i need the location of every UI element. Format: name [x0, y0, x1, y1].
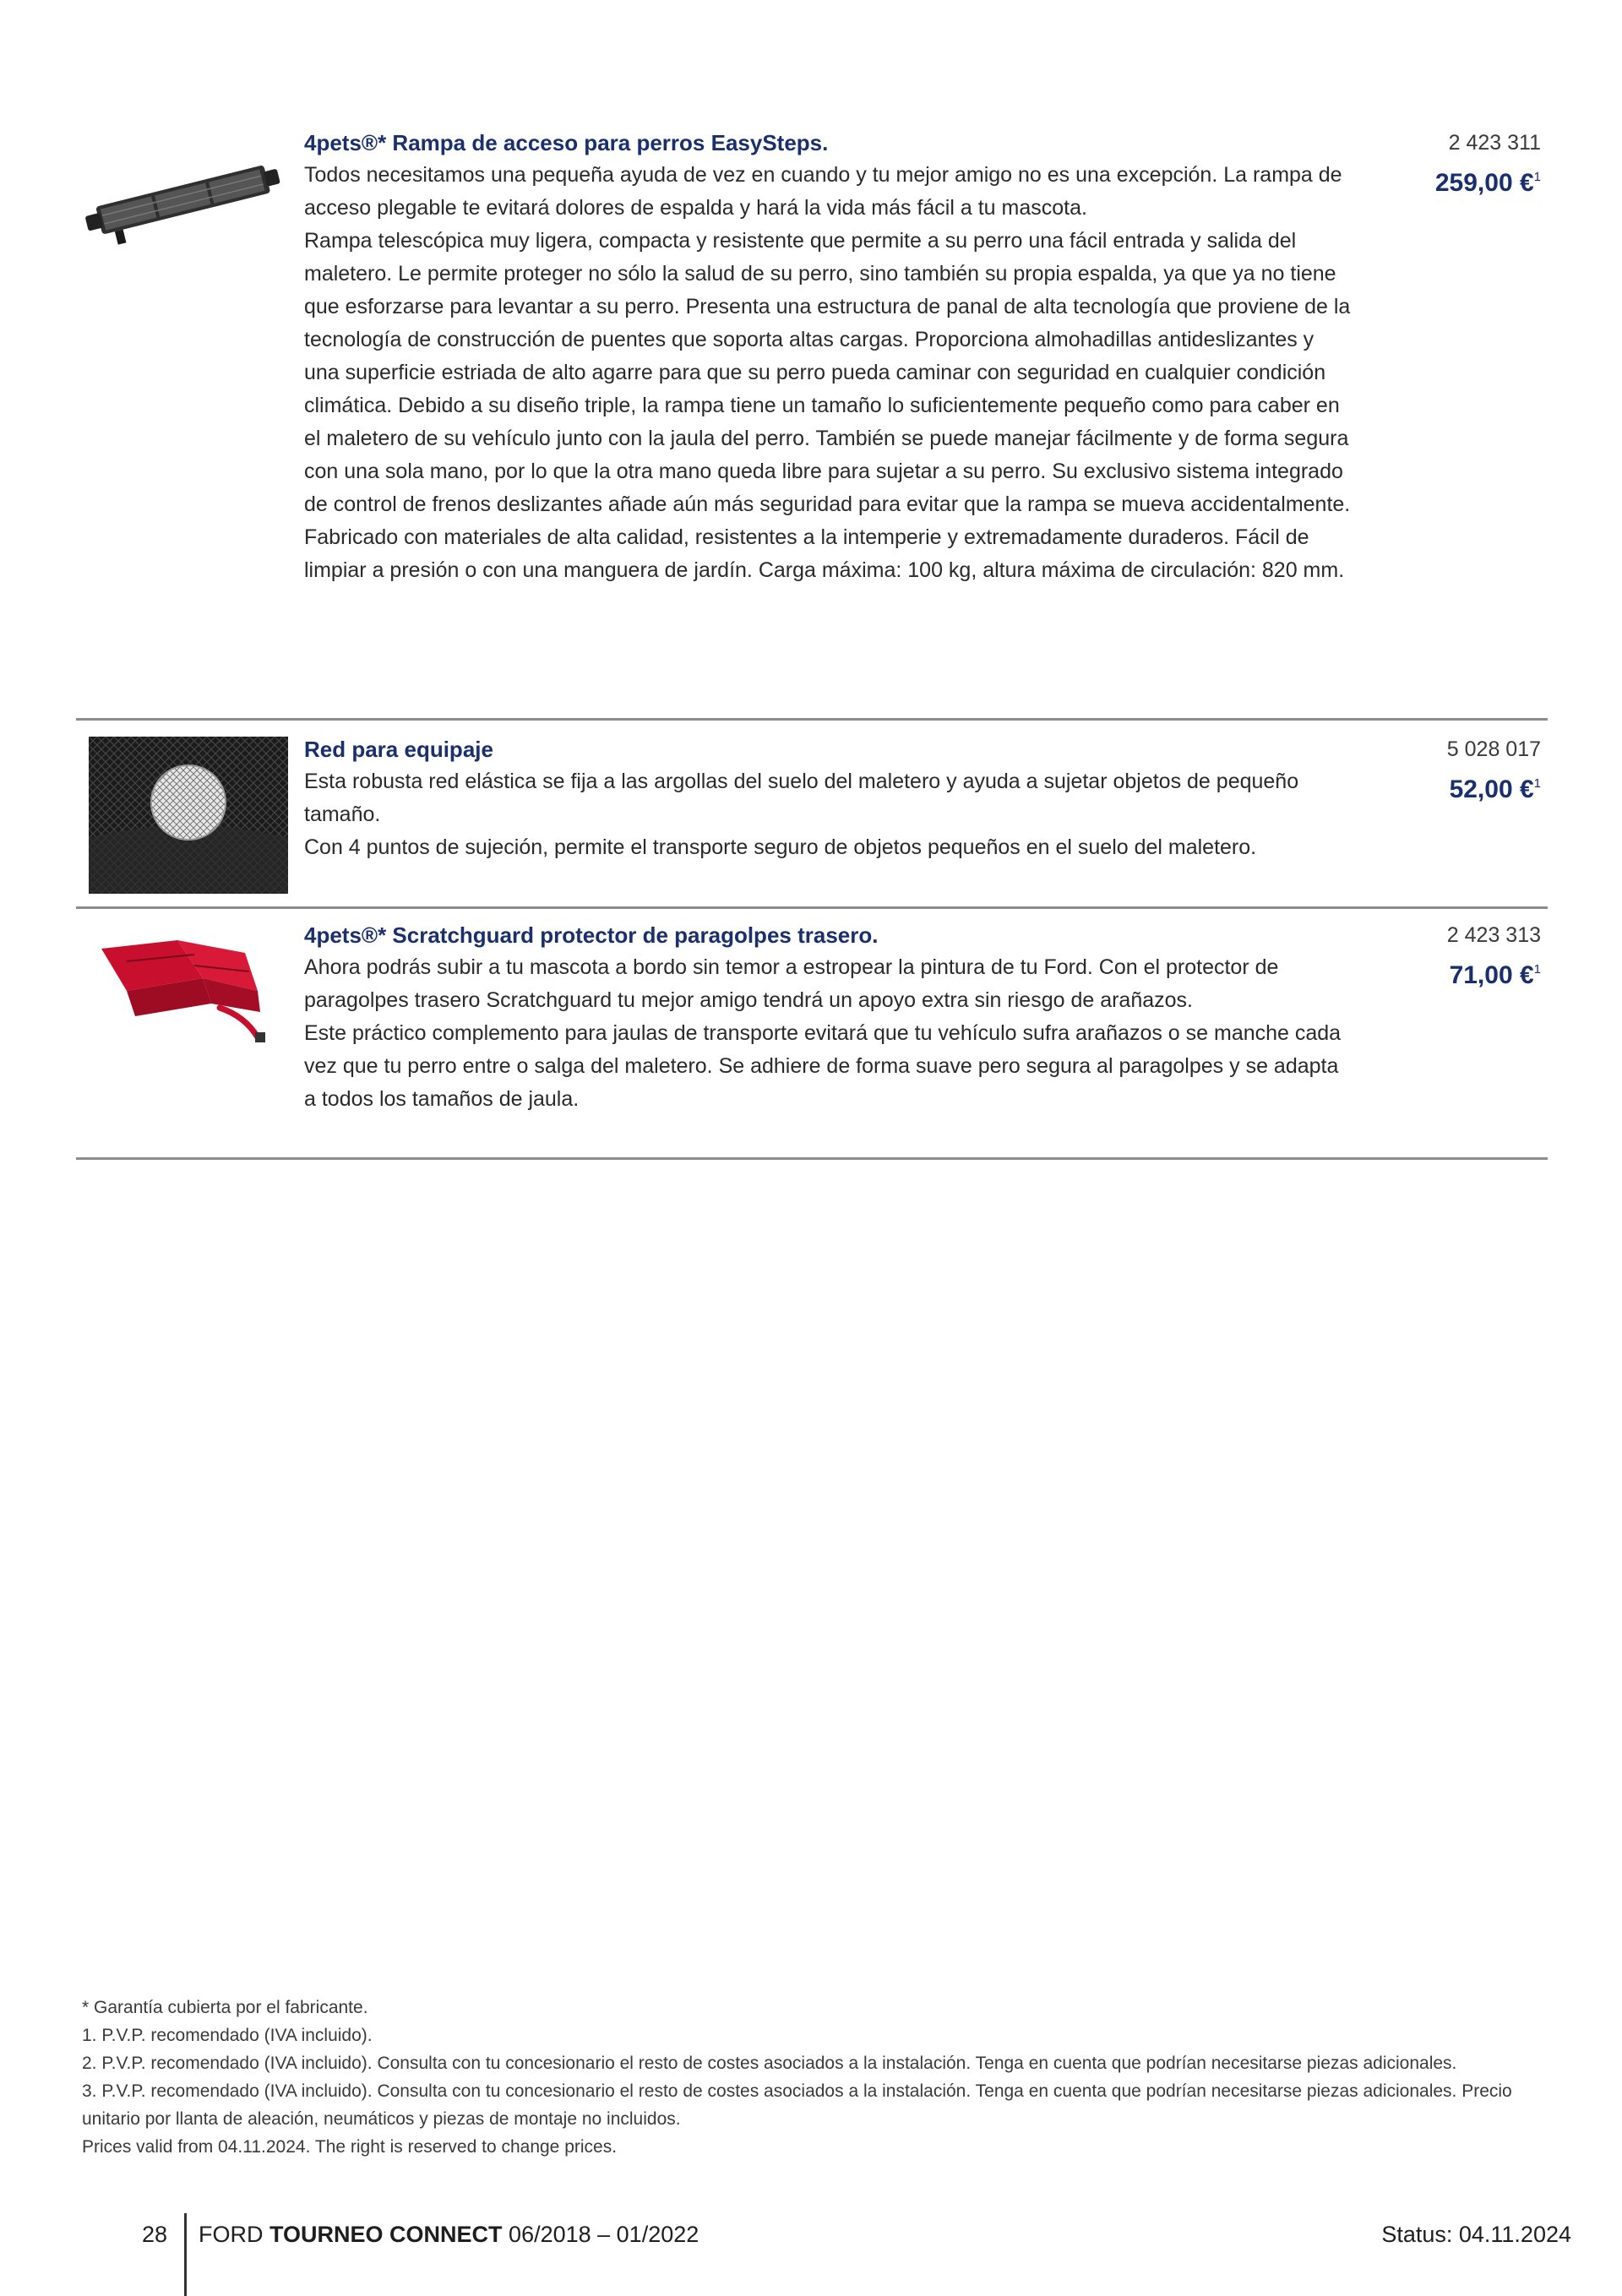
- part-number: 2 423 311: [1448, 131, 1541, 155]
- brand: FORD: [199, 2222, 264, 2247]
- price-box: [1447, 733, 1541, 808]
- part-number: 2 423 313: [1446, 923, 1541, 947]
- price-value: 259,00 €: [1434, 169, 1534, 197]
- footnote: 1. P.V.P. recomendado (IVA incluido).: [82, 2026, 373, 2045]
- ramp-image: [76, 127, 287, 279]
- price-footnote-ref: 1: [1533, 962, 1541, 977]
- footnote: 3. P.V.P. recomendado (IVA incluido). Consulta con tu concesionario el resto de costes asociados a la instalación. Tenga en cuenta que podrían necesitarse piezas adicionales. Precio unitario por llanta de aleación, neumáticos y piezas de montaje no incluidos.: [82, 2081, 1512, 2129]
- product-description: Este práctico complemento para jaulas de transporte evitará que tu vehículo sufra arañazos o se manche cada vez que tu perro entre o salga del maletero. Se adhiere de forma suave pero segura al paragolpes y se adapta a todos los tamaños de jaula.: [304, 1021, 1342, 1111]
- price: [1435, 159, 1541, 202]
- model-name: TOURNEO CONNECT: [269, 2222, 503, 2247]
- price-footnote-ref: 1: [1533, 170, 1541, 184]
- product-description: Rampa telescópica muy ligera, compacta y resistente que permite a su perro una fácil entrada y salida del maletero. Le permite proteger no sólo la salud de su perro, sino también su propia espalda, ya que ya no tiene que esforzarse para levantar a su perro. Presenta una estructura de panal de alta tecnología que proviene de la tecnología de construcción de puentes que soporta altas cargas. Proporciona almohadillas antideslizantes y una superficie estriada de alto agarre para que su perro pueda caminar con seguridad en cualquier condición climática. Debido a su diseño triple, la rampa tiene un tamaño lo suficientemente pequeño como para caber en el maletero de su vehículo junto con la jaula del perro. También se puede manejar fácilmente y de forma segura con una sola mano, por lo que la otra mano queda libre para sujetar a su perro. Su exclusivo sistema integrado de control de frenos deslizantes añade aún más seguridad para evitar que la rampa se mueva accidentalmente. Fabricado con materiales de alta calidad, resistentes a la intemperie y extremadamente duraderos. Fácil de limpiar a presión o con una manguera de jardín. Carga máxima: 100 kg, altura máxima de circulación: 820 mm.: [304, 229, 1351, 582]
- product-title: 4pets®* Rampa de acceso para perros EasySteps.: [304, 130, 829, 155]
- scratchguard-image: [76, 919, 287, 1046]
- footer-divider: [184, 2213, 187, 2296]
- product-description: Todos necesitamos una pequeña ayuda de vez en cuando y tu mejor amigo no es una excepción. La rampa de acceso plegable te evitará dolores de espalda y hará la vida más fácil a tu mascota.: [304, 163, 1342, 220]
- footnote: 2. P.V.P. recomendado (IVA incluido). Consulta con tu concesionario el resto de costes asociados a la instalación. Tenga en cuenta que podrían necesitarse piezas adicionales.: [82, 2054, 1457, 2073]
- page-number: 28: [142, 2222, 168, 2247]
- footnote: * Garantía cubierta por el fabricante.: [82, 1998, 368, 2017]
- price-footnote-ref: 1: [1533, 776, 1541, 791]
- product-description: Con 4 puntos de sujeción, permite el transporte seguro de objetos pequeños en el suelo del maletero.: [304, 835, 1257, 859]
- price-box: [1435, 127, 1541, 202]
- luggage-net-image: [83, 737, 294, 894]
- product-scratchguard: [76, 919, 1548, 1160]
- status-date: Status: 04.11.2024: [1381, 2222, 1571, 2247]
- product-description: Esta robusta red elástica se fija a las argollas del suelo del maletero y ayuda a sujetar objetos de pequeño tamaño.: [304, 770, 1299, 826]
- page-footer: [0, 2213, 1622, 2296]
- price-box: [1447, 919, 1541, 994]
- footnotes: [82, 1994, 1569, 2161]
- product-title: Red para equipaje: [304, 737, 493, 762]
- product-luggage-net: [76, 733, 1548, 909]
- model-line: [199, 2222, 699, 2248]
- price-value: 71,00 €: [1449, 961, 1534, 989]
- price-value: 52,00 €: [1449, 775, 1534, 803]
- price: [1447, 765, 1541, 808]
- price: [1447, 951, 1541, 994]
- product-title: 4pets®* Scratchguard protector de paragolpes trasero.: [304, 922, 879, 948]
- product-easysteps-ramp: [76, 127, 1548, 721]
- part-number: 5 028 017: [1446, 737, 1541, 761]
- product-description: Ahora podrás subir a tu mascota a bordo sin temor a estropear la pintura de tu Ford. Con el protector de paragolpes trasero Scratchguard tu mejor amigo tendrá un apoyo extra sin riesgo de arañazos.: [304, 955, 1279, 1012]
- model-period: 06/2018 – 01/2022: [509, 2222, 699, 2247]
- footnote: Prices valid from 04.11.2024. The right is reserved to change prices.: [82, 2137, 618, 2157]
